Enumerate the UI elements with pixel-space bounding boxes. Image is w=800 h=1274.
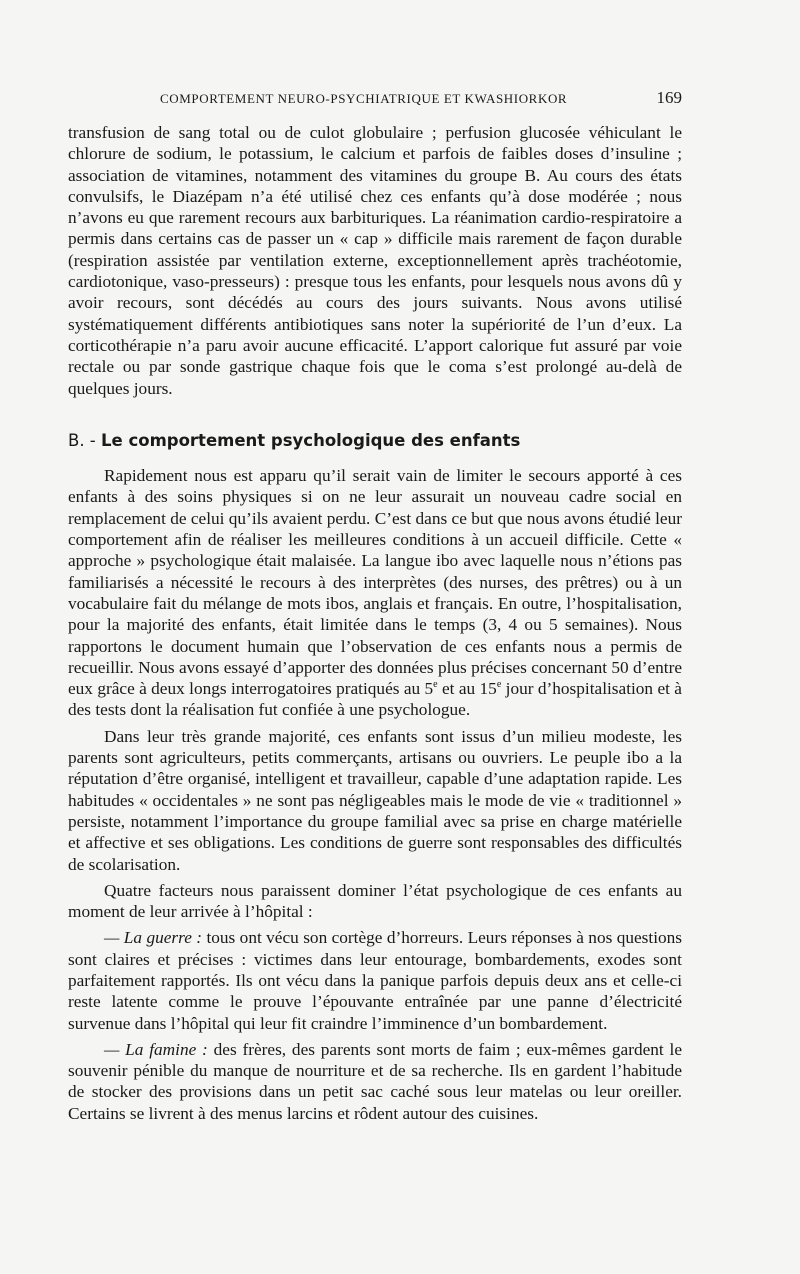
paragraph-continued: transfusion de sang total ou de culot globulaire ; perfusion glucosée véhiculant le chlorure de sodium, le potassium, le calcium et parfois de faibles doses d’insuline ; association de vitamines, notamment des vitamines du groupe B. Au cours des états convulsifs, le Diazépam n’a été utilisé chez ces enfants qu’à dose modérée ; nous n’avons eu que rarement recours aux barbituriques. La réanimation cardio-respiratoire a permis dans certains cas de passer un « cap » difficile mais rarement de façon durable (respiration assistée par ventilation externe, exceptionnellement après trachéotomie, cardiotonique, vaso-presseurs) : presque tous les enfants, pour lesquels nous avons dû y avoir recours, sont décédés au cours des jours suivants. Nous avons utilisé systématiquement différents antibiotiques sans noter la supériorité de l’un d’eux. La corticothérapie n’a paru avoir aucune efficacité. L’apport calorique fut assuré par voie rectale ou par sonde gastrique chaque fois que le coma s’est prolongé au-delà de quelques jours.	[68, 123, 682, 398]
paragraph-text: Rapidement nous est apparu qu’il serait vain de limiter le secours apporté à ces enfants à des soins physiques si on ne leur assurait un nouveau cadre social en remplacement de celui qu’ils avaient perdu. C’est dans ce but que nous avons étudié leur comportement afin de réaliser les meilleures conditions à un accueil difficile. Cette « approche » psychologique était malaisée. La langue ibo avec laquelle nous n’étions pas familiarisés a nécessité le recours à des interprètes (des nurses, des prêtres) ou à un vocabulaire fait du mélange de mots ibos, anglais et français. En outre, l’hospitalisation, pour la majorité des enfants, était limitée dans le temps (3, 4 ou 5 semaines). Nous rapportons le document humain que l’observation de ces enfants nous a permis de recueillir. Nous avons essayé d’apporter des données plus précises concernant 50 d’entre eux grâce à deux longs interrogatoires pratiqués au 5	[68, 466, 682, 699]
page-number: 169	[656, 88, 682, 107]
item-label: — La famine :	[104, 1039, 208, 1059]
paragraph-text: jour d’hospitalisation et à des tests dont la réalisation fut confiée à une psychologue.	[68, 679, 682, 720]
paragraph-factors: Quatre facteurs nous paraissent dominer l’état psychologique de ces enfants au moment de leur arrivée à l’hôpital :	[68, 880, 682, 922]
superscript: e	[433, 679, 438, 691]
body-text	[68, 122, 682, 1124]
section-title: Le comportement psychologique des enfants	[101, 430, 521, 450]
paragraph-famine	[68, 1039, 682, 1124]
section-number: B. -	[68, 430, 96, 450]
section-heading	[68, 430, 682, 451]
paragraph-approach	[68, 465, 682, 721]
paragraph-war	[68, 927, 682, 1033]
running-title: COMPORTEMENT NEURO-PSYCHIATRIQUE ET KWASHIORKOR	[160, 91, 568, 106]
paragraph-text: des frères, des parents sont morts de faim ; eux-mêmes gardent le souvenir pénible du manque de nourriture et de sa recherche. Ils en gardent l’habitude de stocker des provisions dans un petit sac caché sous leur matelas ou leur oreiller. Certains se livrent à des menus larcins et rôdent autour des cuisines.	[68, 1039, 682, 1123]
running-header	[68, 88, 682, 108]
paragraph-text: tous ont vécu son cortège d’horreurs. Leurs réponses à nos questions sont claires et précises : victimes dans leur entourage, bombardements, exodes sont parfaitement rapportés. Ils ont vécu dans la panique parfois depuis deux ans et celle-ci reste latente comme le prouve l’épouvante entraînée par une panne d’électricité survenue dans l’hôpital qui leur fit craindre l’imminence d’un bombardement.	[68, 928, 683, 1033]
superscript: e	[496, 679, 502, 691]
item-label: — La guerre :	[104, 928, 203, 948]
paragraph-text: et au 15	[437, 679, 497, 699]
paragraph-background: Dans leur très grande majorité, ces enfants sont issus d’un milieu modeste, les parents sont agriculteurs, petits commerçants, artisans ou ouvriers. Le peuple ibo a la réputation d’être organisé, intelligent et travailleur, capable d’une adaptation rapide. Les habitudes « occidentales » ne sont pas négligeables mais le mode de vie « traditionnel » persiste, notamment l’importance du groupe familial avec sa prise en charge matérielle et affective et ses obligations. Les conditions de guerre sont responsables des difficultés de scolarisation.	[68, 726, 682, 874]
